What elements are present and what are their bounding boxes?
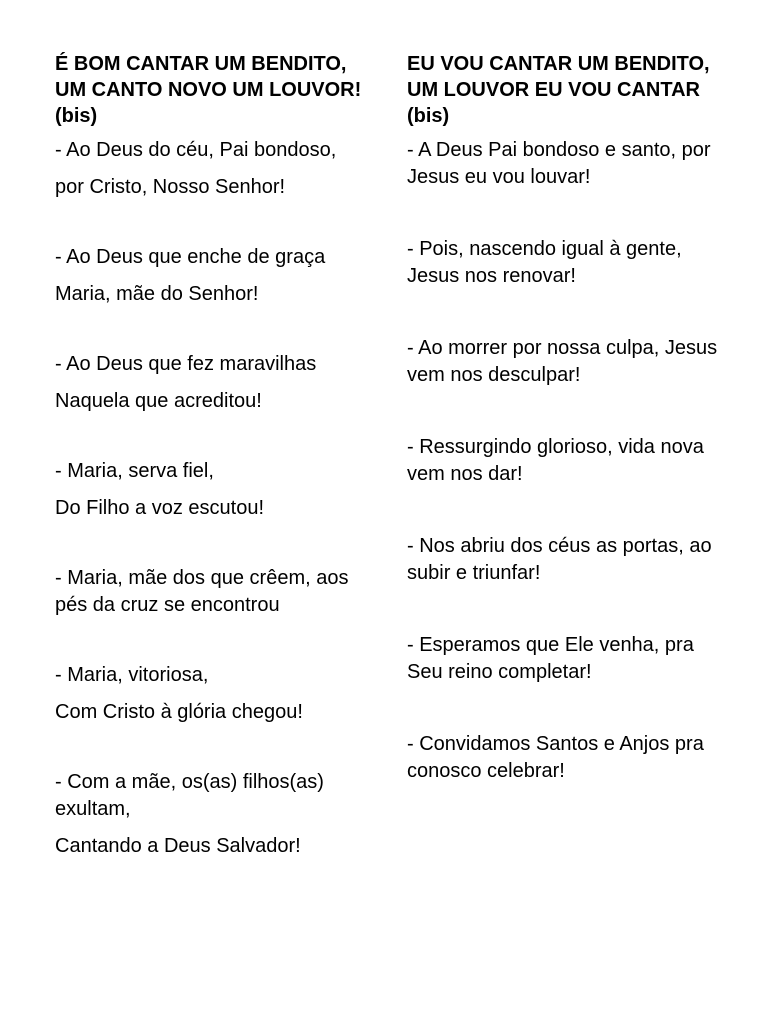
left-verse-5 xyxy=(55,565,375,619)
left-verse-2 xyxy=(55,244,375,308)
left-refrain-title: É BOM CANTAR UM BENDITO, UM CANTO NOVO UM LOUVOR! (bis) xyxy=(55,53,362,127)
verse-line: Com Cristo à glória chegou! xyxy=(55,701,303,723)
verse-line: Naquela que acreditou! xyxy=(55,390,262,412)
verse-line: - Maria, serva fiel, xyxy=(55,460,214,482)
verse-line: - Ao Deus que enche de graça xyxy=(55,246,326,268)
right-verse-1: - A Deus Pai bondoso e santo, por Jesus eu vou louvar! xyxy=(407,139,711,188)
verse-line: - Maria, mãe dos que crêem, aos pés da cruz se encontrou xyxy=(55,567,355,616)
left-verse-3 xyxy=(55,351,375,415)
verse-line: - Ao Deus do céu, Pai bondoso, xyxy=(55,139,337,161)
left-verse-4 xyxy=(55,458,375,522)
verse-line: - Maria, vitoriosa, xyxy=(55,664,209,686)
right-refrain-title: EU VOU CANTAR UM BENDITO, UM LOUVOR EU VOU CANTAR (bis) xyxy=(407,53,710,127)
verse-line: Maria, mãe do Senhor! xyxy=(55,283,259,305)
verse-line: - Ao Deus que fez maravilhas xyxy=(55,353,317,375)
left-verse-7 xyxy=(55,769,375,860)
verse-line: por Cristo, Nosso Senhor! xyxy=(55,176,286,198)
right-verse-2: - Pois, nascendo igual à gente, Jesus nos renovar! xyxy=(407,238,682,287)
left-column xyxy=(55,51,375,860)
right-verse-4: - Ressurgindo glorioso, vida nova vem nos dar! xyxy=(407,436,704,485)
right-column xyxy=(407,51,727,830)
right-verse-5: - Nos abriu dos céus as portas, ao subir e triunfar! xyxy=(407,535,712,584)
verse-line: Cantando a Deus Salvador! xyxy=(55,835,301,857)
verse-line: Do Filho a voz escutou! xyxy=(55,497,264,519)
right-verse-7: - Convidamos Santos e Anjos pra conosco celebrar! xyxy=(407,733,704,782)
right-verse-3: - Ao morrer por nossa culpa, Jesus vem nos desculpar! xyxy=(407,337,718,386)
left-verse-6 xyxy=(55,662,375,726)
right-verse-6: - Esperamos que Ele venha, pra Seu reino completar! xyxy=(407,634,694,683)
left-verse-1 xyxy=(55,137,375,201)
verse-line: - Com a mãe, os(as) filhos(as) exultam, xyxy=(55,771,330,820)
